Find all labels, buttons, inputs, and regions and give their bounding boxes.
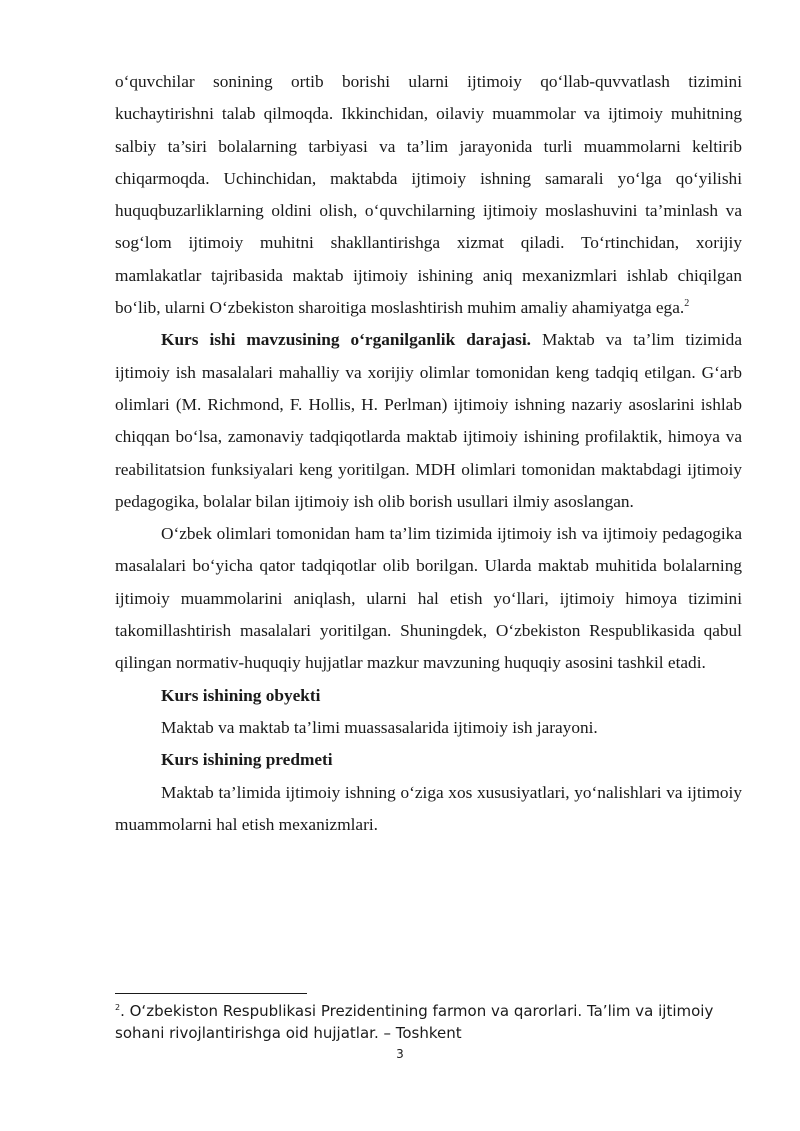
paragraph-text: o‘quvchilar sonining ortib borishi ularni ijtimoiy qo‘llab-quvvatlash tizimini kuchaytirishni talab qilmoqda. Ikkinchidan, oilaviy muammolar va ijtimoiy muhitning salbiy ta’siri bolalarning tarbiyasi va ta’lim jarayonida turli muammolarni keltirib chiqarmoqda. Uchinchidan, maktabda ijtimoiy ishning samarali yo‘lga qo‘yilishi huquqbuzarliklarning oldini olish, o‘quvchilarning ijtimoiy moslashuvini ta’minlash va sog‘lom ijtimoiy muhitni shakllantirishga xizmat qiladi. To‘rtinchidan, xorijiy mamlakatlar tajribasida maktab ijtimoiy ishining aniq mexanizmlari ishlab chiqilgan bo‘lib, ularni O‘zbekiston sharoitiga moslashtirish muhim amaliy ahamiyatga ega. <box>115 72 742 318</box>
section-heading-object: Kurs ishining obyekti <box>161 685 321 705</box>
footnote-reference: 2 <box>684 298 690 310</box>
page-body <box>115 66 742 841</box>
paragraph-object: Maktab va maktab ta’limi muassasalarida ijtimoiy ish jarayoni. <box>161 717 598 737</box>
section-heading-study-level: Kurs ishi mavzusining o‘rganilganlik darajasi. <box>161 330 531 350</box>
page-number: 3 <box>396 1047 404 1061</box>
paragraph-uzbek-scholars: O‘zbek olimlari tomonidan ham ta’lim tizimida ijtimoiy ish va ijtimoiy pedagogika masalalari bo‘yicha qator tadqiqotlar olib borilgan. Ularda maktab muhitida bolalarning ijtimoiy muammolarini aniqlash, ularni hal etish yo‘llari, ijtimoiy himoya tizimini takomillashtirish masalalari yoritilgan. Shuningdek, O‘zbekiston Respublikasida qabul qilingan normativ-huquqiy hujjatlar mazkur mavzuning huquqiy asosini tashkil etadi. <box>115 524 742 673</box>
footnote-divider <box>115 993 307 994</box>
footnote <box>115 1000 742 1044</box>
paragraph-study-level <box>115 324 742 518</box>
section-heading-subject: Kurs ishining predmeti <box>161 750 333 770</box>
footnote-text: . O‘zbekiston Respublikasi Prezidentining farmon va qarorlari. Ta’lim va ijtimoiy sohani rivojlantirishga oid hujjatlar. – Toshkent <box>115 1002 714 1042</box>
footnote-mark: 2 <box>115 1003 121 1012</box>
paragraph-text: Maktab va ta’lim tizimida ijtimoiy ish masalalari mahalliy va xorijiy olimlar tomonidan keng tadqiq etilgan. G‘arb olimlari (M. Richmond, F. Hollis, H. Perlman) ijtimoiy ishning nazariy asoslarini ishlab chiqqan bo‘lsa, zamonaviy tadqiqotlarda maktab ijtimoiy ishining profilaktik, himoya va reabilitatsion funksiyalari keng yoritilgan. MDH olimlari tomonidan maktabdagi ijtimoiy pedagogika, bolalar bilan ijtimoiy ish olib borish usullari ilmiy asoslangan. <box>115 330 742 511</box>
paragraph-subject: Maktab ta’limida ijtimoiy ishning o‘ziga xos xususiyatlari, yo‘nalishlari va ijtimoiy muammolarni hal etish mexanizmlari. <box>115 782 742 834</box>
paragraph-continuation <box>115 66 742 324</box>
